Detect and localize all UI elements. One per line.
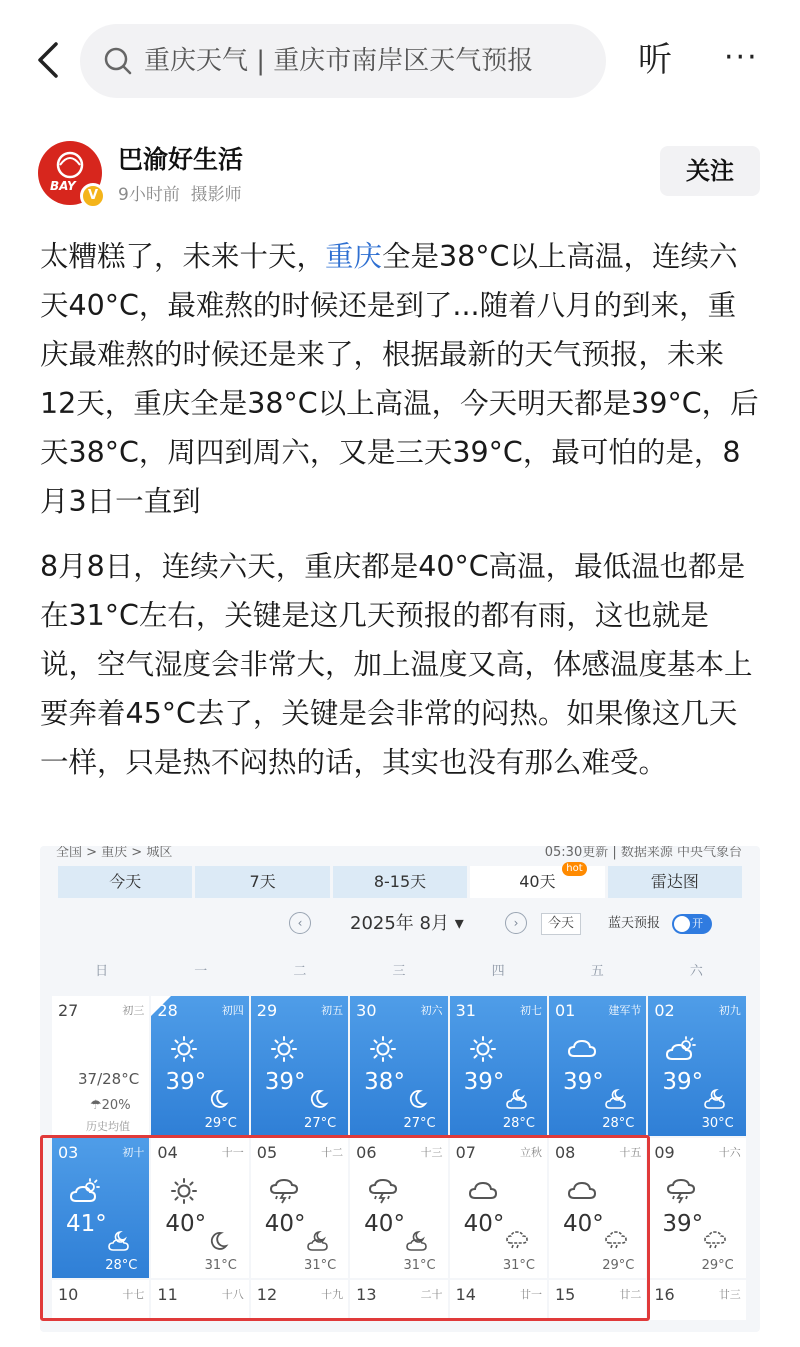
weather-calendar-image[interactable] bbox=[40, 846, 760, 1332]
day-cell[interactable] bbox=[648, 1138, 745, 1278]
high-temp: 40° bbox=[165, 1211, 207, 1237]
chongqing-link[interactable]: 重庆 bbox=[325, 240, 383, 273]
moon-icon bbox=[207, 1088, 229, 1110]
day-number: 16 bbox=[654, 1285, 675, 1304]
lunar-date: 十二 bbox=[321, 1146, 344, 1159]
lunar-date: 初九 bbox=[718, 1004, 741, 1017]
day-cell[interactable] bbox=[648, 1280, 745, 1320]
low-temp: 29°C bbox=[204, 1116, 237, 1131]
blue-sky-label: 蓝天预报 bbox=[608, 916, 661, 931]
sun-icon bbox=[468, 1036, 498, 1062]
lunar-date: 廿二 bbox=[619, 1288, 642, 1301]
month-bar bbox=[40, 908, 760, 942]
weekday-label: 三 bbox=[392, 964, 406, 979]
day-cell[interactable] bbox=[151, 996, 248, 1136]
follow-button[interactable]: 关注 bbox=[660, 146, 760, 196]
paragraph-1 bbox=[40, 232, 760, 526]
author-name[interactable]: 巴渝好生活 bbox=[118, 145, 244, 174]
low-temp: 28°C bbox=[602, 1116, 635, 1131]
sun-icon bbox=[368, 1036, 398, 1062]
tab-40day-label: 40天 bbox=[519, 872, 556, 891]
day-number: 28 bbox=[157, 1001, 178, 1020]
low-temp: 30°C bbox=[701, 1116, 734, 1131]
day-number: 03 bbox=[58, 1143, 79, 1162]
lunar-date: 十三 bbox=[420, 1146, 443, 1159]
day-number: 30 bbox=[356, 1001, 377, 1020]
lunar-date: 初四 bbox=[221, 1004, 244, 1017]
high-temp: 39° bbox=[562, 1069, 604, 1095]
article-body bbox=[40, 232, 760, 787]
high-temp: 39° bbox=[662, 1069, 704, 1095]
high-temp: 39° bbox=[463, 1069, 505, 1095]
day-number: 08 bbox=[554, 1143, 576, 1162]
day-number: 10 bbox=[58, 1285, 79, 1304]
avatar[interactable] bbox=[38, 141, 102, 205]
lunar-date: 十七 bbox=[122, 1288, 145, 1301]
prev-month-icon[interactable]: ‹ bbox=[289, 912, 311, 934]
moon-icon bbox=[406, 1088, 428, 1110]
moon-cloud-icon bbox=[605, 1088, 627, 1110]
tab-8-15day[interactable]: 8-15天 bbox=[333, 866, 467, 898]
day-number: 31 bbox=[455, 1001, 476, 1020]
high-temp: 40° bbox=[562, 1211, 604, 1237]
low-temp: 31°C bbox=[403, 1258, 436, 1273]
top-bar bbox=[0, 0, 800, 120]
day-cell[interactable] bbox=[648, 996, 745, 1136]
low-temp: 27°C bbox=[304, 1116, 337, 1131]
lunar-date: 初七 bbox=[519, 1004, 542, 1017]
more-button[interactable]: ··· bbox=[724, 40, 759, 75]
day-number: 15 bbox=[554, 1285, 576, 1304]
low-temp: 31°C bbox=[304, 1258, 337, 1273]
p1-text-end: 全是38°C以上高温，连续六天40°C，最难熬的时候还是到了...随着八月的到来，重庆最难熬的时候还是来了，根据最新的天气预报，未来12天，重庆全是38°C以上高温，今天明天都是39°C，后天38°C，周四到周六，又是三天39°C，最可怕的是，8月3日一直到 bbox=[40, 240, 759, 518]
moon-icon bbox=[307, 1088, 329, 1110]
paragraph-2: 8月8日，连续六天，重庆都是40°C高温，最低温也都是在31°C左右，关键是这几天预报的都有雨，这也就是说，空气湿度会非常大，加上温度又高，体感温度基本上要奔着45°C去了，关键是会非常的闷热。如果像这几天一样，只是热不闷热的话，其实也没有那么难受。 bbox=[40, 550, 753, 779]
blue-sky-toggle[interactable] bbox=[672, 914, 712, 934]
high-temp: 38° bbox=[364, 1069, 405, 1095]
weekday-label: 二 bbox=[293, 964, 307, 979]
tab-40day[interactable] bbox=[470, 863, 604, 898]
weekday-label: 五 bbox=[590, 964, 604, 979]
day-number: 07 bbox=[455, 1143, 476, 1162]
day-number: 12 bbox=[256, 1285, 278, 1304]
verified-badge: V bbox=[80, 183, 106, 209]
next-month-icon[interactable]: › bbox=[505, 912, 527, 934]
today-button[interactable]: 今天 bbox=[541, 913, 581, 935]
author-tag: 摄影师 bbox=[190, 185, 242, 205]
high-temp: 39° bbox=[662, 1211, 704, 1237]
post-time: 9小时前 bbox=[118, 185, 180, 205]
breadcrumb: 全国 > 重庆 > 城区 bbox=[56, 846, 173, 860]
search-query: 重庆天气 | 重庆市南岸区天气预报 bbox=[144, 46, 534, 76]
month-title[interactable]: 2025年 8月 ▾ bbox=[350, 913, 464, 934]
high-temp: 39° bbox=[264, 1069, 306, 1095]
rain-cloud-icon bbox=[704, 1230, 726, 1252]
past-temp: 37/28°C bbox=[78, 1070, 140, 1088]
lunar-date: 十八 bbox=[221, 1288, 244, 1301]
rain-chance: ☂20% bbox=[90, 1098, 131, 1113]
thunder-shower-icon bbox=[666, 1178, 696, 1204]
day-cell[interactable] bbox=[350, 996, 447, 1136]
low-temp: 31°C bbox=[502, 1258, 535, 1273]
lunar-date: 十六 bbox=[718, 1146, 741, 1159]
lunar-date: 初六 bbox=[420, 1004, 443, 1017]
p1-text-start: 太糟糕了，未来十天， bbox=[40, 240, 326, 273]
day-number: 06 bbox=[356, 1143, 377, 1162]
weekday-header bbox=[52, 962, 746, 982]
high-temp: 40° bbox=[463, 1211, 505, 1237]
day-cell-past[interactable] bbox=[52, 996, 149, 1136]
moon-cloud-icon bbox=[506, 1088, 528, 1110]
back-icon[interactable] bbox=[30, 40, 70, 80]
tab-radar[interactable]: 雷达图 bbox=[608, 866, 742, 898]
lunar-date: 建军节 bbox=[608, 1004, 642, 1017]
toggle-knob bbox=[674, 916, 690, 932]
day-number: 29 bbox=[256, 1001, 278, 1020]
weekday-label: 一 bbox=[194, 964, 208, 979]
low-temp: 27°C bbox=[403, 1116, 436, 1131]
sun-icon bbox=[169, 1036, 199, 1062]
avatar-logo-text: BAY bbox=[50, 179, 76, 193]
day-number: 01 bbox=[554, 1001, 576, 1020]
day-number: 05 bbox=[256, 1143, 278, 1162]
low-temp: 29°C bbox=[701, 1258, 734, 1273]
day-number: 04 bbox=[157, 1143, 178, 1162]
day-number: 09 bbox=[654, 1143, 675, 1162]
day-cell[interactable] bbox=[251, 996, 348, 1136]
day-cell[interactable] bbox=[450, 996, 547, 1136]
highlight-box bbox=[40, 1135, 650, 1321]
tab-7day[interactable]: 7天 bbox=[195, 866, 329, 898]
lunar-date: 二十 bbox=[420, 1288, 443, 1301]
weekday-label: 四 bbox=[491, 964, 505, 979]
weekday-label: 日 bbox=[95, 964, 109, 979]
day-cell[interactable] bbox=[549, 996, 646, 1136]
lunar-date: 初十 bbox=[122, 1146, 145, 1159]
toggle-label: 开 bbox=[692, 917, 703, 930]
lunar-date: 十一 bbox=[221, 1146, 244, 1159]
day-number: 11 bbox=[157, 1285, 178, 1304]
lunar-date: 廿三 bbox=[718, 1288, 741, 1301]
hot-badge: hot bbox=[562, 862, 586, 876]
high-temp: 40° bbox=[264, 1211, 306, 1237]
high-temp: 41° bbox=[66, 1211, 107, 1237]
lunar-date: 十五 bbox=[619, 1146, 642, 1159]
lunar-date: 十九 bbox=[321, 1288, 344, 1301]
lunar-date: 初三 bbox=[122, 1004, 145, 1017]
low-temp: 28°C bbox=[105, 1258, 138, 1273]
author-meta bbox=[118, 180, 242, 205]
low-temp: 31°C bbox=[204, 1258, 237, 1273]
high-temp: 40° bbox=[364, 1211, 405, 1237]
cloud-icon bbox=[567, 1036, 597, 1062]
sun-icon bbox=[269, 1036, 299, 1062]
moon-cloud-icon bbox=[704, 1088, 726, 1110]
low-temp: 28°C bbox=[502, 1116, 535, 1131]
tab-today[interactable]: 今天 bbox=[58, 866, 192, 898]
search-box[interactable] bbox=[80, 24, 606, 98]
update-info: 05:30更新 | 数据来源 中央气象台 bbox=[544, 846, 742, 860]
lunar-date: 廿一 bbox=[519, 1288, 542, 1301]
day-number: 14 bbox=[455, 1285, 476, 1304]
week-row bbox=[52, 996, 746, 1136]
day-number: 13 bbox=[356, 1285, 377, 1304]
search-icon bbox=[102, 45, 134, 77]
day-number: 27 bbox=[58, 1001, 79, 1020]
weekday-label: 六 bbox=[689, 964, 703, 979]
history-avg-label: 历史均值 bbox=[86, 1120, 130, 1133]
high-temp: 39° bbox=[165, 1069, 207, 1095]
lunar-date: 立秋 bbox=[519, 1146, 542, 1159]
listen-button[interactable]: 听 bbox=[638, 40, 672, 80]
day-number: 02 bbox=[654, 1001, 675, 1020]
sun-cloud-icon bbox=[666, 1036, 696, 1062]
today-corner-marker bbox=[151, 996, 171, 1016]
low-temp: 29°C bbox=[602, 1258, 635, 1273]
forecast-tabs bbox=[58, 863, 742, 898]
lunar-date: 初五 bbox=[321, 1004, 344, 1017]
